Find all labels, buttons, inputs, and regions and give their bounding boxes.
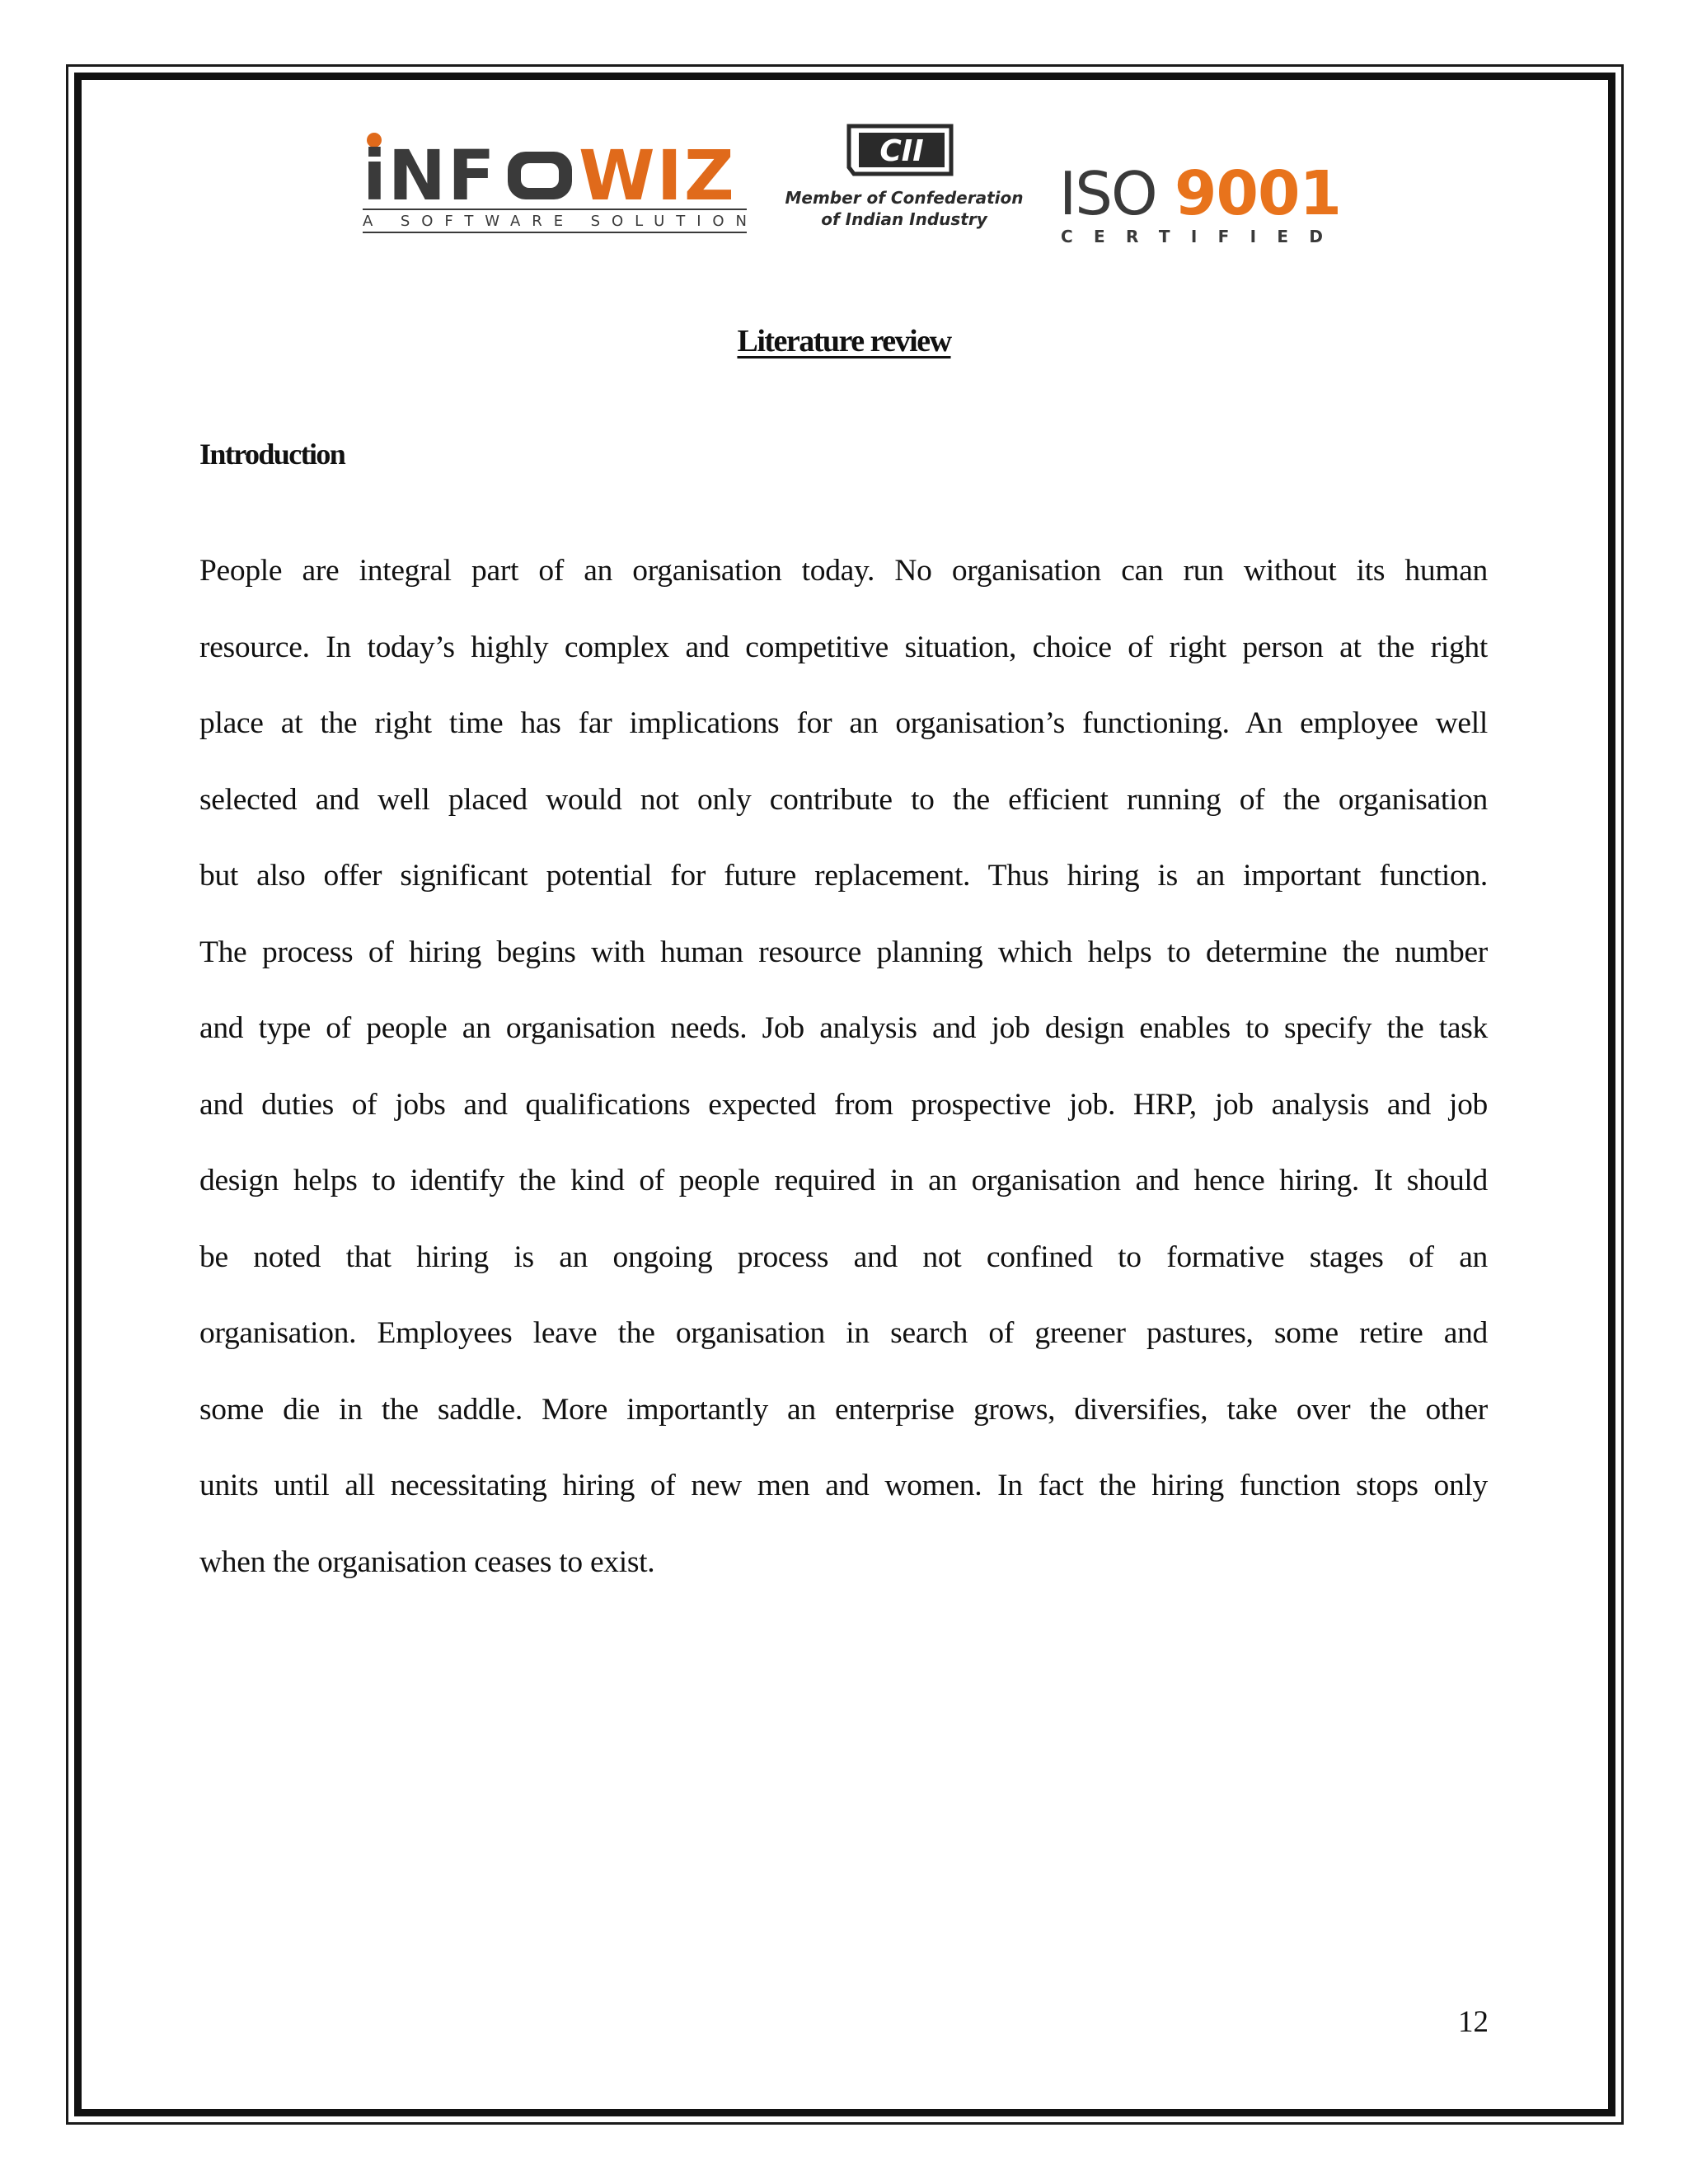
paragraph-line: design helps to identify the kind of people required in an organisation and hence hiring. It should	[199, 1164, 1488, 1197]
paragraph-line: and duties of jobs and qualifications expected from prospective job. HRP, job analysis and job	[199, 1087, 1488, 1122]
section-heading: Introduction	[199, 438, 345, 471]
paragraph-line: resource. In today’s highly complex and competitive situation, choice of right person at the right	[199, 630, 1488, 664]
paragraph-line: organisation. Employees leave the organisation in search of greener pastures, some retire and	[199, 1316, 1488, 1350]
cii-line1: Member of Confederation	[785, 188, 1024, 208]
page-title: Literature review	[737, 324, 951, 359]
paragraph-line: and type of people an organisation needs. Job analysis and job design enables to specify the task	[199, 1011, 1488, 1045]
paragraph-line: but also offer significant potential for future replacement. Thus hiring is an important function.	[199, 859, 1488, 893]
infowiz-o-mark	[508, 152, 572, 199]
infowiz-wordmark-left: iNF	[363, 135, 497, 216]
cii-line2: of Indian Industry	[821, 209, 987, 229]
infowiz-tagline: A SOFTWARE SOLUTION	[363, 213, 747, 230]
paragraph-line: some die in the saddle. More importantly an enterprise grows, diversifies, take over the other	[199, 1392, 1488, 1427]
iso-prefix: ISO	[1059, 159, 1156, 228]
iso-certified: CERTIFIED	[1061, 227, 1323, 246]
page-number: 12	[1458, 2005, 1489, 2039]
paragraph-line: units until all necessitating hiring of new men and women. In fact the hiring function stops only	[199, 1469, 1488, 1502]
paragraph-line: be noted that hiring is an ongoing process and not confined to formative stages of an	[199, 1240, 1488, 1274]
paragraph-line: The process of hiring begins with human resource planning which helps to determine the number	[199, 935, 1488, 969]
infowiz-logo	[363, 124, 750, 239]
iso-9001-logo	[1059, 157, 1348, 251]
paragraph-line: People are integral part of an organisation today. No organisation can run without its human	[199, 554, 1488, 588]
paragraph-line: place at the right time has far implications for an organisation’s functioning. An employee well	[199, 706, 1488, 740]
body-paragraph	[199, 546, 1488, 1614]
paragraph-line: when the organisation ceases to exist.	[199, 1544, 655, 1579]
cii-emblem	[849, 126, 951, 174]
cii-logo	[785, 120, 1024, 243]
cii-mark: CII	[879, 134, 924, 168]
iso-number: 9001	[1175, 158, 1341, 229]
paragraph-line: selected and well placed would not only contribute to the efficient running of the organisation	[199, 782, 1488, 817]
infowiz-wordmark-right: WIZ	[579, 135, 736, 216]
